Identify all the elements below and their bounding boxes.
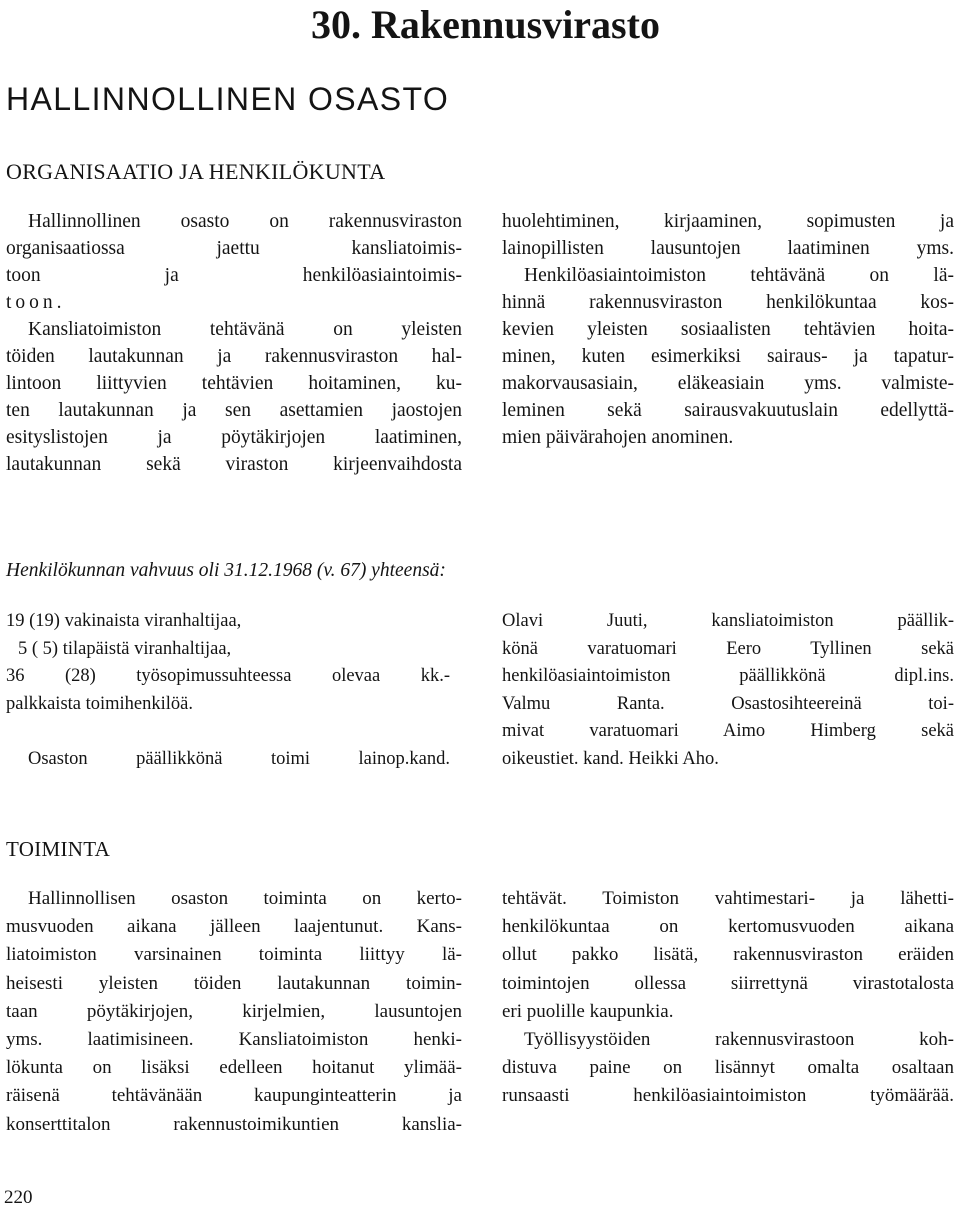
page-number: 220 bbox=[4, 1187, 33, 1208]
text-line: mien päivärahojen anominen. bbox=[502, 427, 734, 448]
text-line: lintoon liittyvien tehtävien hoitaminen, ku- bbox=[6, 373, 462, 394]
text-line: lainopillisten lausuntojen laatiminen yms. bbox=[502, 238, 954, 259]
text-line: toon ja henkilöasiaintoimis- bbox=[6, 265, 462, 286]
page-title: 30. Rakennusvirasto bbox=[311, 2, 660, 47]
text-line: töiden lautakunnan ja rakennusviraston hal- bbox=[6, 346, 462, 367]
text-line: konserttitalon rakennustoimikuntien kanslia- bbox=[6, 1113, 462, 1135]
text-line: lautakunnan sekä viraston kirjeenvaihdosta bbox=[6, 454, 462, 475]
text-line: Olavi Juuti, kansliatoimiston päällik- bbox=[502, 611, 954, 631]
activity-left-column bbox=[6, 885, 462, 1139]
text-line: henkilöasiaintoimiston päällikkönä dipl.ins. bbox=[502, 666, 954, 687]
text-line: Työllisyystöiden rakennusvirastoon koh- bbox=[524, 1028, 954, 1050]
staff-strength-label: Henkilökunnan vahvuus oli 31.12.1968 (v. 67) yhteensä: bbox=[6, 560, 446, 581]
text-line: musvuoden aikana jälleen laajentunut. Kans- bbox=[6, 916, 462, 938]
text-line: Valmu Ranta. Osastosihteereinä toi- bbox=[502, 693, 954, 714]
text-line: Kansliatoimiston tehtävänä on yleisten bbox=[28, 319, 462, 340]
text-line: lökunta on lisäksi edelleen hoitanut ylimää- bbox=[6, 1057, 462, 1079]
text-line: leminen sekä sairausvakuutuslain edellyttä- bbox=[502, 400, 954, 421]
text-line: oikeustiet. kand. Heikki Aho. bbox=[502, 748, 719, 769]
text-line: ollut pakko lisätä, rakennusviraston eräiden bbox=[502, 944, 954, 966]
text-line: tehtävät. Toimiston vahtimestari- ja lähetti- bbox=[502, 888, 954, 909]
text-line: runsaasti henkilöasiaintoimiston työmäärää. bbox=[502, 1085, 954, 1107]
text-line: distuva paine on lisännyt omalta osaltaan bbox=[502, 1057, 954, 1079]
text-line: Henkilöasiaintoimiston tehtävänä on lä- bbox=[524, 265, 954, 286]
text-line: henkilökuntaa on kertomusvuoden aikana bbox=[502, 916, 954, 938]
organization-right-column bbox=[502, 208, 954, 451]
text-line: könä varatuomari Eero Tyllinen sekä bbox=[502, 638, 954, 659]
text-line: eri puolille kaupunkia. bbox=[502, 1000, 674, 1022]
activity-right-column bbox=[502, 885, 954, 1111]
text-line: hinnä rakennusviraston henkilökuntaa kos- bbox=[502, 292, 954, 313]
staff-left-column bbox=[6, 608, 450, 774]
text-line: Osaston päällikkönä toimi lainop.kand. bbox=[28, 749, 450, 770]
text-line: ten lautakunnan ja sen asettamien jaostojen bbox=[6, 400, 462, 421]
text-line: Hallinnollisen osaston toiminta on kerto- bbox=[28, 888, 462, 909]
text-line: minen, kuten esimerkiksi sairaus- ja tapatur- bbox=[502, 346, 954, 367]
staff-right-column bbox=[502, 608, 954, 774]
text-line: huolehtiminen, kirjaaminen, sopimusten ja bbox=[502, 211, 954, 232]
text-line: liatoimiston varsinainen toiminta liittyy lä- bbox=[6, 944, 462, 966]
text-line: taan pöytäkirjojen, kirjelmien, lausuntojen bbox=[6, 1000, 462, 1022]
text-line: organisaatiossa jaettu kansliatoimis- bbox=[6, 238, 462, 259]
text-line: mivat varatuomari Aimo Himberg sekä bbox=[502, 721, 954, 742]
text-line: toon. bbox=[6, 292, 66, 313]
organization-heading: ORGANISAATIO JA HENKILÖKUNTA bbox=[6, 159, 386, 184]
staff-count-line: palkkaista toimihenkilöä. bbox=[6, 693, 194, 714]
text-line: makorvausasiain, eläkeasiain yms. valmiste- bbox=[502, 373, 954, 394]
text-line: kevien yleisten sosiaalisten tehtävien hoita- bbox=[502, 319, 954, 340]
staff-count-line: 19 (19) vakinaista viranhaltijaa, bbox=[6, 611, 242, 631]
text-line: esityslistojen ja pöytäkirjojen laatiminen, bbox=[6, 427, 462, 448]
section-heading: HALLINNOLLINEN OSASTO bbox=[6, 81, 450, 117]
text-line: heisesti yleisten töiden lautakunnan toimin- bbox=[6, 972, 462, 994]
staff-count-line: 5 ( 5) tilapäistä viranhaltijaa, bbox=[18, 638, 232, 659]
activity-heading: TOIMINTA bbox=[6, 837, 111, 861]
text-line: räisenä tehtävänään kaupunginteatterin ja bbox=[6, 1085, 462, 1107]
text-line: yms. laatimisineen. Kansliatoimiston henki- bbox=[6, 1028, 462, 1050]
organization-left-column bbox=[6, 208, 462, 478]
text-line: toimintojen ollessa siirrettynä virastotalosta bbox=[502, 972, 954, 994]
staff-count-line: 36 (28) työsopimussuhteessa olevaa kk.- bbox=[6, 666, 450, 687]
text-line: Hallinnollinen osasto on rakennusviraston bbox=[28, 211, 462, 232]
